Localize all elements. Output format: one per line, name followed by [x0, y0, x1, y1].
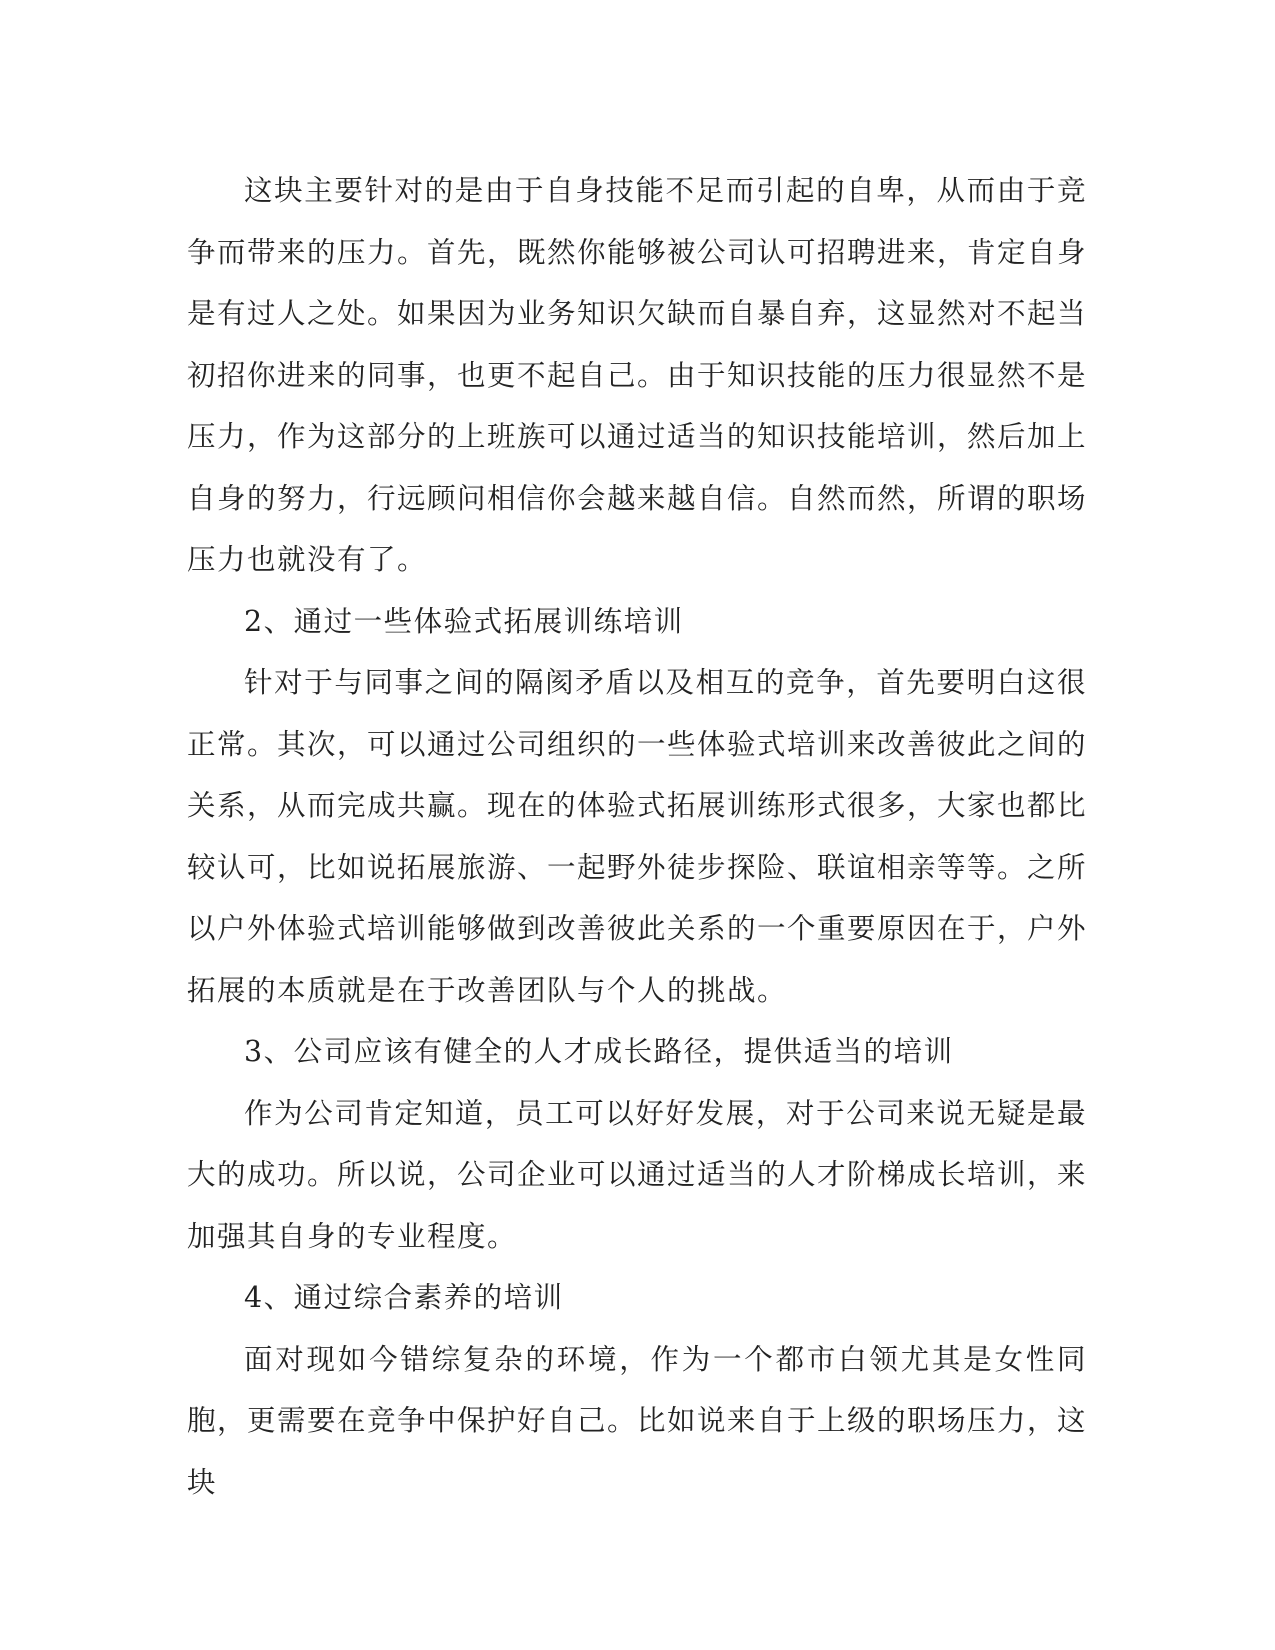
- document-body: [187, 160, 1087, 1513]
- paragraph-skills-pressure: 这块主要针对的是由于自身技能不足而引起的自卑，从而由于竞争而带来的压力。首先，既然你能够被公司认可招聘进来，肯定自身是有过人之处。如果因为业务知识欠缺而自暴自弃，这显然对不起当初招你进来的同事，也更不起自己。由于知识技能的压力很显然不是压力，作为这部分的上班族可以通过适当的知识技能培训，然后加上自身的努力，行远顾问相信你会越来越自信。自然而然，所谓的职场压力也就没有了。: [187, 174, 1088, 576]
- paragraph-talent-growth: 作为公司肯定知道，员工可以好好发展，对于公司来说无疑是最大的成功。所以说，公司企业可以通过适当的人才阶梯成长培训，来加强其自身的专业程度。: [187, 1096, 1088, 1253]
- paragraph-comprehensive-training: 面对现如今错综复杂的环境，作为一个都市白领尤其是女性同胞，更需要在竞争中保护好自己。比如说来自于上级的职场压力，这块: [187, 1342, 1088, 1499]
- section-heading-3: 3、公司应该有健全的人才成长路径，提供适当的培训: [244, 1035, 954, 1068]
- section-heading-2: 2、通过一些体验式拓展训练培训: [244, 604, 684, 638]
- section-heading-4: 4、通过综合素养的培训: [244, 1281, 564, 1314]
- paragraph-colleague-relations: 针对于与同事之间的隔阂矛盾以及相互的竞争，首先要明白这很正常。其次，可以通过公司组织的一些体验式培训来改善彼此之间的关系，从而完成共赢。现在的体验式拓展训练形式很多，大家也都比较认可，比如说拓展旅游、一起野外徒步探险、联谊相亲等等。之所以户外体验式培训能够做到改善彼此关系的一个重要原因在于，户外拓展的本质就是在于改善团队与个人的挑战。: [187, 666, 1088, 1007]
